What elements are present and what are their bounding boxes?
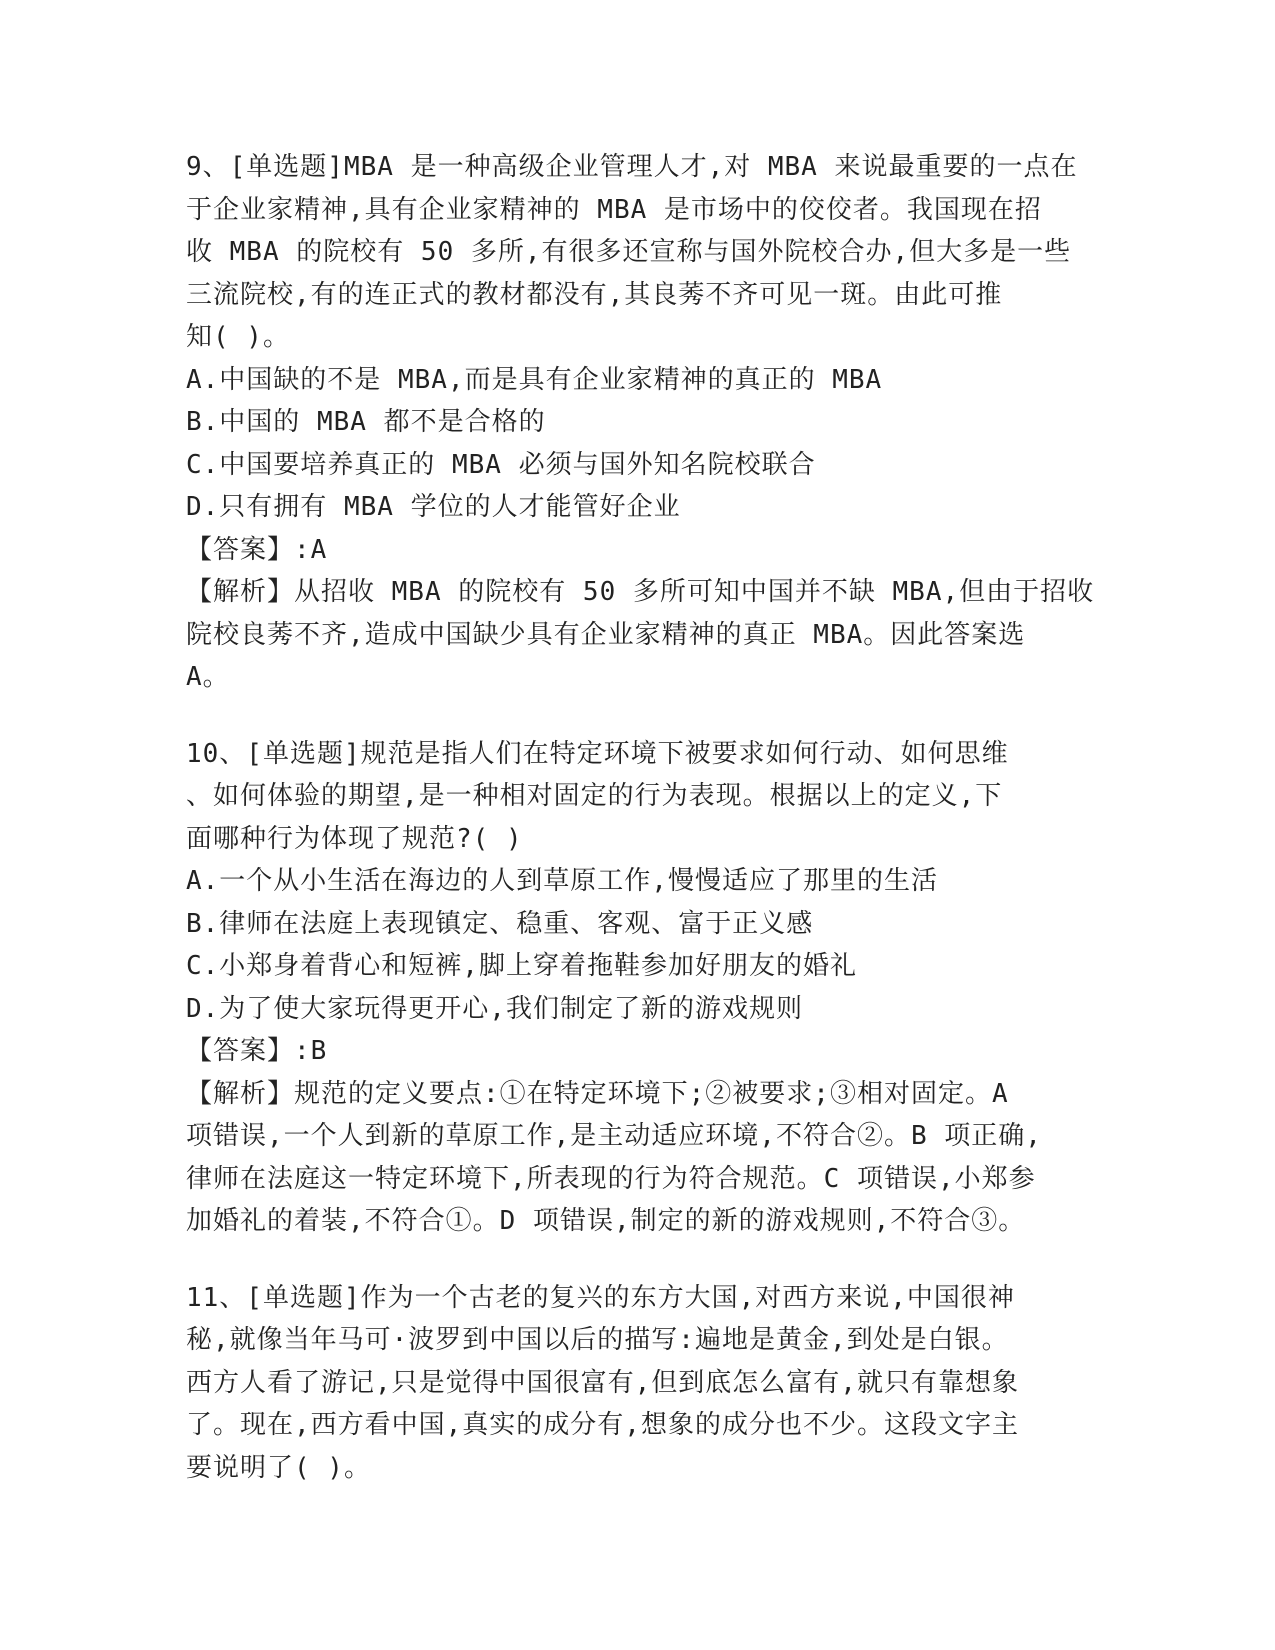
analysis-line: A。 [186,662,230,692]
stem-line: 知( )。 [186,322,290,352]
analysis-line: 加婚礼的着装,不符合①。D 项错误,制定的新的游戏规则,不符合③。 [186,1206,1026,1236]
option-c: C.小郑身着背心和短裤,脚上穿着拖鞋参加好朋友的婚礼 [186,951,857,981]
stem-line: 于企业家精神,具有企业家精神的 MBA 是市场中的佼佼者。我国现在招 [186,194,1042,225]
question-stem [186,1277,1086,1490]
option-b: B.中国的 MBA 都不是合格的 [186,407,546,437]
question-spacer [186,699,1086,733]
stem-line: 、如何体验的期望,是一种相对固定的行为表现。根据以上的定义,下 [186,781,1003,811]
stem-line: 10、[单选题]规范是指人们在特定环境下被要求如何行动、如何思维 [186,738,1009,769]
option-a: A.一个从小生活在海边的人到草原工作,慢慢适应了那里的生活 [186,866,938,896]
analysis-line: 项错误,一个人到新的草原工作,是主动适应环境,不符合②。B 项正确, [186,1121,1042,1151]
option-d: D.只有拥有 MBA 学位的人才能管好企业 [186,492,681,522]
stem-line: 要说明了( )。 [186,1452,371,1483]
question-11 [186,1277,1086,1490]
option-a: A.中国缺的不是 MBA,而是具有企业家精神的真正的 MBA [186,364,883,395]
option-c: C.中国要培养真正的 MBA 必须与国外知名院校联合 [186,449,816,480]
stem-line: 面哪种行为体现了规范?( ) [186,823,523,854]
question-10 [186,733,1086,1243]
question-9 [186,146,1095,699]
option-b: B.律师在法庭上表现镇定、稳重、客观、富于正义感 [186,908,814,939]
stem-line: 收 MBA 的院校有 50 多所,有很多还宣称与国外院校合办,但大多是一些 [186,237,1072,267]
option-d: D.为了使大家玩得更开心,我们制定了新的游戏规则 [186,993,803,1024]
analysis-line: 【解析】规范的定义要点:①在特定环境下;②被要求;③相对固定。A [186,1078,1009,1109]
analysis-line: 院校良莠不齐,造成中国缺少具有企业家精神的真正 MBA。因此答案选 [186,619,1026,650]
option-list [186,860,1086,1030]
question-stem [186,146,1086,359]
stem-line: 11、[单选题]作为一个古老的复兴的东方大国,对西方来说,中国很神 [186,1282,1015,1313]
question-stem [186,733,1086,861]
answer: 【答案】:B [186,1036,328,1066]
stem-line: 9、[单选题]MBA 是一种高级企业管理人才,对 MBA 来说最重要的一点在 [186,152,1078,182]
stem-line: 三流院校,有的连正式的教材都没有,其良莠不齐可见一斑。由此可推 [186,279,1003,310]
analysis-line: 【解析】从招收 MBA 的院校有 50 多所可知中国并不缺 MBA,但由于招收 [186,577,1095,607]
option-list [186,359,1086,529]
analysis [186,571,1095,699]
stem-line: 秘,就像当年马可·波罗到中国以后的描写:遍地是黄金,到处是白银。 [186,1325,1009,1355]
question-spacer [186,1243,1086,1277]
analysis [186,1073,1086,1243]
analysis-line: 律师在法庭这一特定环境下,所表现的行为符合规范。C 项错误,小郑参 [186,1163,1036,1194]
document-content [186,146,1095,1489]
stem-line: 了。现在,西方看中国,真实的成分有,想象的成分也不少。这段文字主 [186,1410,1019,1440]
answer: 【答案】:A [186,534,328,565]
stem-line: 西方人看了游记,只是觉得中国很富有,但到底怎么富有,就只有靠想象 [186,1367,1019,1398]
